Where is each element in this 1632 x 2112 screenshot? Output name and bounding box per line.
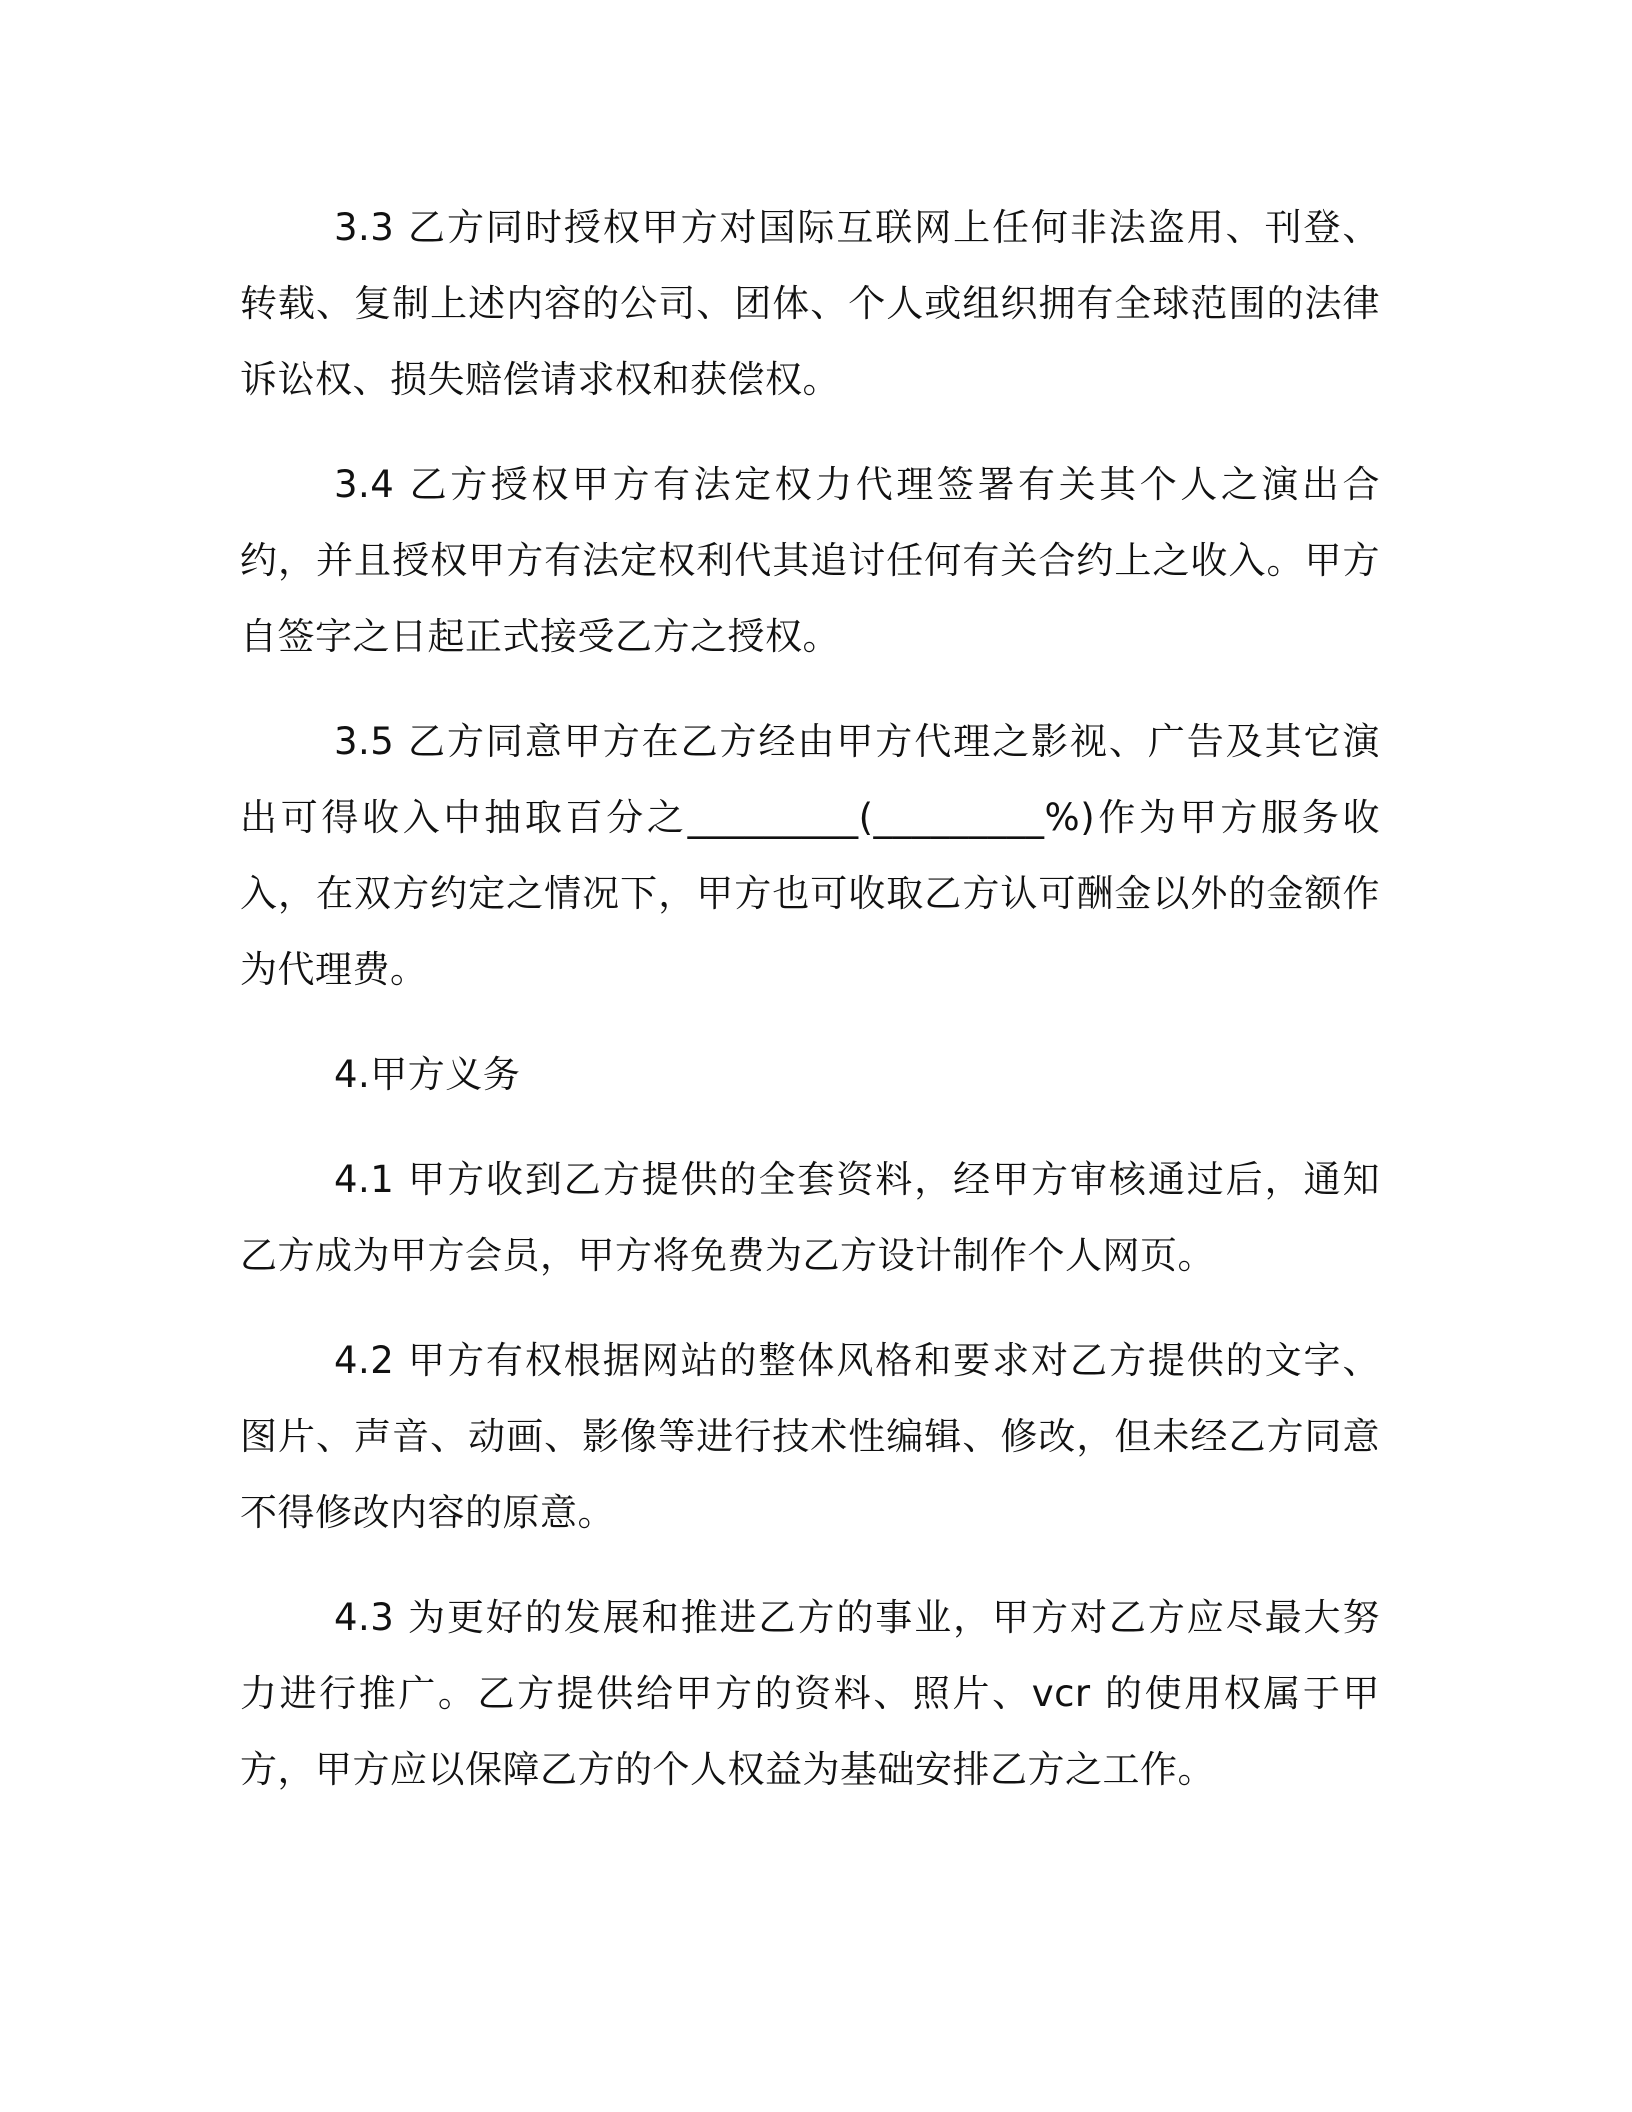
- section-4-heading: 4.甲方义务: [334, 1053, 521, 1096]
- clause-3-3: 3.3 乙方同时授权甲方对国际互联网上任何非法盗用、刊登、转载、复制上述内容的公司、团体、个人或组织拥有全球范围的法律诉讼权、损失赔偿请求权和获偿权。: [240, 206, 1380, 401]
- clause-4-3: 4.3 为更好的发展和推进乙方的事业，甲方对乙方应尽最大努力进行推广。乙方提供给甲方的资料、照片、vcr 的使用权属于甲方，甲方应以保障乙方的个人权益为基础安排乙方之工作。: [240, 1596, 1380, 1791]
- clause-3-4: 3.4 乙方授权甲方有法定权力代理签署有关其个人之演出合约，并且授权甲方有法定权利代其追讨任何有关合约上之收入。甲方自签字之日起正式接受乙方之授权。: [240, 463, 1380, 658]
- clause-4-2: 4.2 甲方有权根据网站的整体风格和要求对乙方提供的文字、图片、声音、动画、影像等进行技术性编辑、修改，但未经乙方同意不得修改内容的原意。: [240, 1339, 1380, 1534]
- clause-3-5: 3.5 乙方同意甲方在乙方经由甲方代理之影视、广告及其它演出可得收入中抽取百分之_________(_________%)作为甲方服务收入，在双方约定之情况下，甲方也可收取乙方认可酬金以外的金额作为代理费。: [240, 720, 1380, 991]
- clause-4-1: 4.1 甲方收到乙方提供的全套资料，经甲方审核通过后，通知乙方成为甲方会员，甲方将免费为乙方设计制作个人网页。: [240, 1158, 1380, 1277]
- document-body: [240, 190, 1380, 1837]
